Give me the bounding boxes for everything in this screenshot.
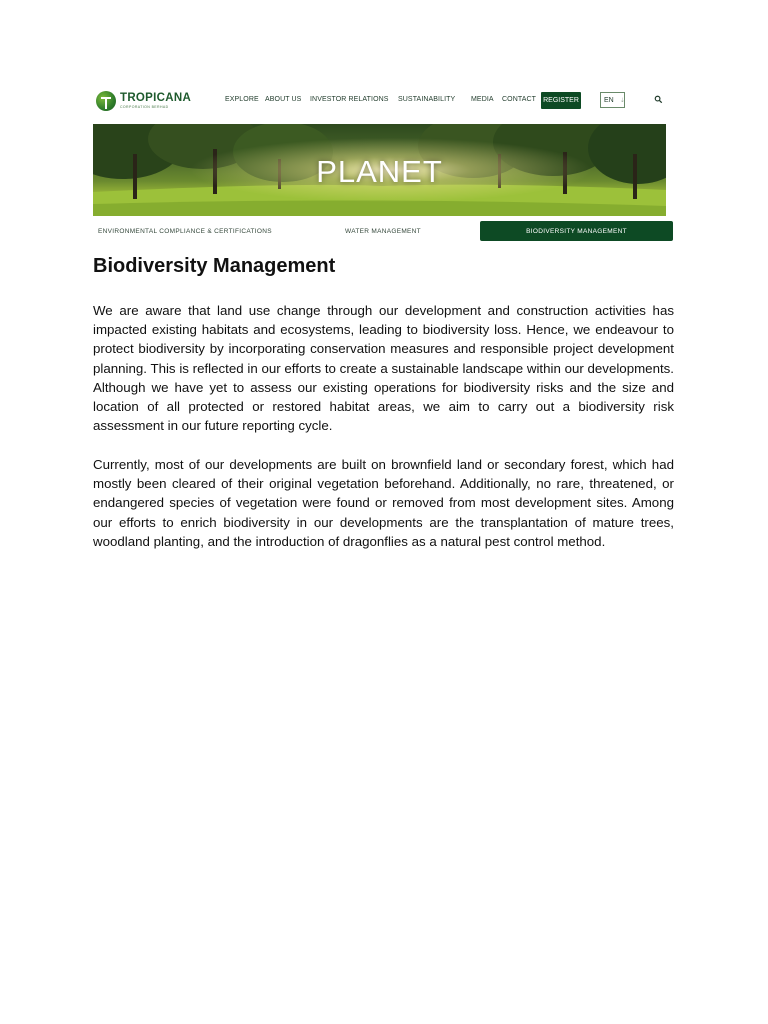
- logo-subtitle: CORPORATION BERHAD: [120, 104, 169, 109]
- logo[interactable]: [96, 89, 191, 113]
- paragraph: Currently, most of our developments are built on brownfield land or secondary forest, which had mostly been cleared of their original vegetation beforehand. Additionally, no rare, threatened, or endangered species of vegetation were found or removed from most development sites. Among our efforts to enrich biodiversity in our developments are the transplantation of mature trees, woodland planting, and the introduction of dragonflies as a natural pest control method.: [93, 457, 674, 549]
- chevron-down-icon: ⇣: [619, 97, 625, 104]
- section-tabs: [93, 221, 673, 241]
- nav-sustainability[interactable]: SUSTAINABILITY: [398, 96, 456, 103]
- language-select[interactable]: [600, 92, 625, 108]
- hero-banner: [93, 124, 666, 216]
- banner-title: PLANET: [316, 154, 443, 189]
- tab-environmental-compliance[interactable]: ENVIRONMENTAL COMPLIANCE & CERTIFICATIONS: [98, 227, 272, 235]
- paragraph: We are aware that land use change through our development and construction activities has impacted existing habitats and ecosystems, leading to biodiversity loss. Hence, we endeavour to protect biodiversity by incorporating conservation measures and responsible project development planning. This is reflected in our efforts to create a sustainable landscape within our developments. Although we have yet to assess our existing operations for biodiversity risks and the size and location of all protected or restored habitat areas, we aim to carry out a biodiversity risk assessment in our future reporting cycle.: [93, 303, 674, 434]
- nav-explore[interactable]: EXPLORE: [225, 96, 259, 103]
- site-header: [93, 86, 673, 116]
- language-value: EN: [604, 96, 614, 104]
- register-button[interactable]: REGISTER: [541, 92, 581, 109]
- nav-about-us[interactable]: ABOUT US: [265, 96, 302, 103]
- page-title: Biodiversity Management: [93, 255, 336, 277]
- logo-icon: [96, 91, 116, 111]
- search-icon[interactable]: [654, 95, 663, 104]
- tab-water-management[interactable]: WATER MANAGEMENT: [345, 227, 421, 235]
- nav-contact[interactable]: CONTACT: [502, 96, 537, 103]
- nav-media[interactable]: MEDIA: [471, 96, 494, 103]
- tab-biodiversity-management[interactable]: BIODIVERSITY MANAGEMENT: [480, 221, 673, 241]
- nav-investor-relations[interactable]: INVESTOR RELATIONS: [310, 96, 389, 103]
- logo-name: TROPICANA: [120, 92, 192, 104]
